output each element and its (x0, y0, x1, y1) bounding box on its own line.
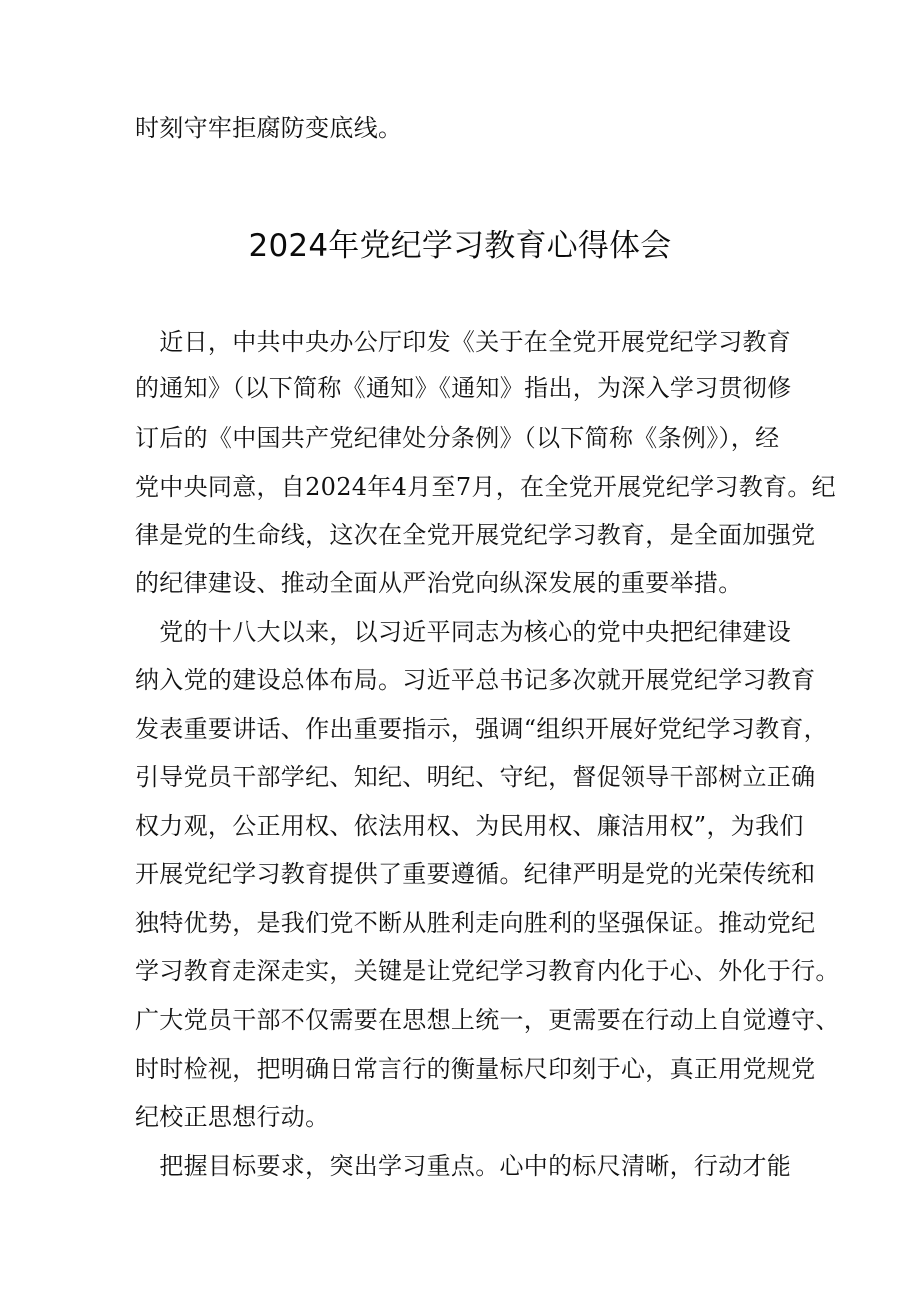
body-line: 纳入党的建设总体布局。习近平总书记多次就开展党纪学习教育 (135, 666, 816, 694)
body-line: 独特优势，是我们党不断从胜利走向胜利的坚强保证。推动党纪 (135, 909, 816, 937)
carryover-line: 时刻守牢拒腐防变底线。 (135, 114, 403, 142)
body-line: 时时检视，把明确日常言行的衡量标尺印刻于心，真正用党规党 (135, 1055, 816, 1083)
body-line: 开展党纪学习教育提供了重要遵循。纪律严明是党的光荣传统和 (135, 860, 816, 888)
body-line: 律是党的生命线，这次在全党开展党纪学习教育，是全面加强党 (135, 521, 816, 549)
body-line: 党中央同意，自2024年4月至7月，在全党开展党纪学习教育。纪 (135, 473, 836, 501)
body-line: 引导党员干部学纪、知纪、明纪、守纪，督促领导干部树立正确 (135, 763, 816, 791)
body-line: 发表重要讲话、作出重要指示，强调“组织开展好党纪学习教育， (135, 715, 828, 743)
body-line: 学习教育走深走实，关键是让党纪学习教育内化于心、外化于行。 (135, 957, 840, 985)
page-title: 2024年党纪学习教育心得体会 (248, 228, 672, 264)
body-line: 权力观，公正用权、依法用权、为民用权、廉洁用权”，为我们 (135, 812, 804, 840)
body-line: 订后的《中国共产党纪律处分条例》（以下简称《条例》），经 (135, 424, 780, 452)
body-line: 纪校正思想行动。 (135, 1103, 330, 1131)
body-line: 的通知》（以下简称《通知》《通知》指出，为深入学习贯彻修 (135, 374, 792, 402)
body-line: 党的十八大以来，以习近平同志为核心的党中央把纪律建设 (135, 618, 792, 646)
body-line: 近日，中共中央办公厅印发《关于在全党开展党纪学习教育 (135, 328, 792, 356)
body-line: 的纪律建设、推动全面从严治党向纵深发展的重要举措。 (135, 569, 743, 597)
body-line: 把握目标要求，突出学习重点。心中的标尺清晰，行动才能 (135, 1152, 792, 1180)
body-line: 广大党员干部不仅需要在思想上统一，更需要在行动上自觉遵守、 (135, 1006, 840, 1034)
